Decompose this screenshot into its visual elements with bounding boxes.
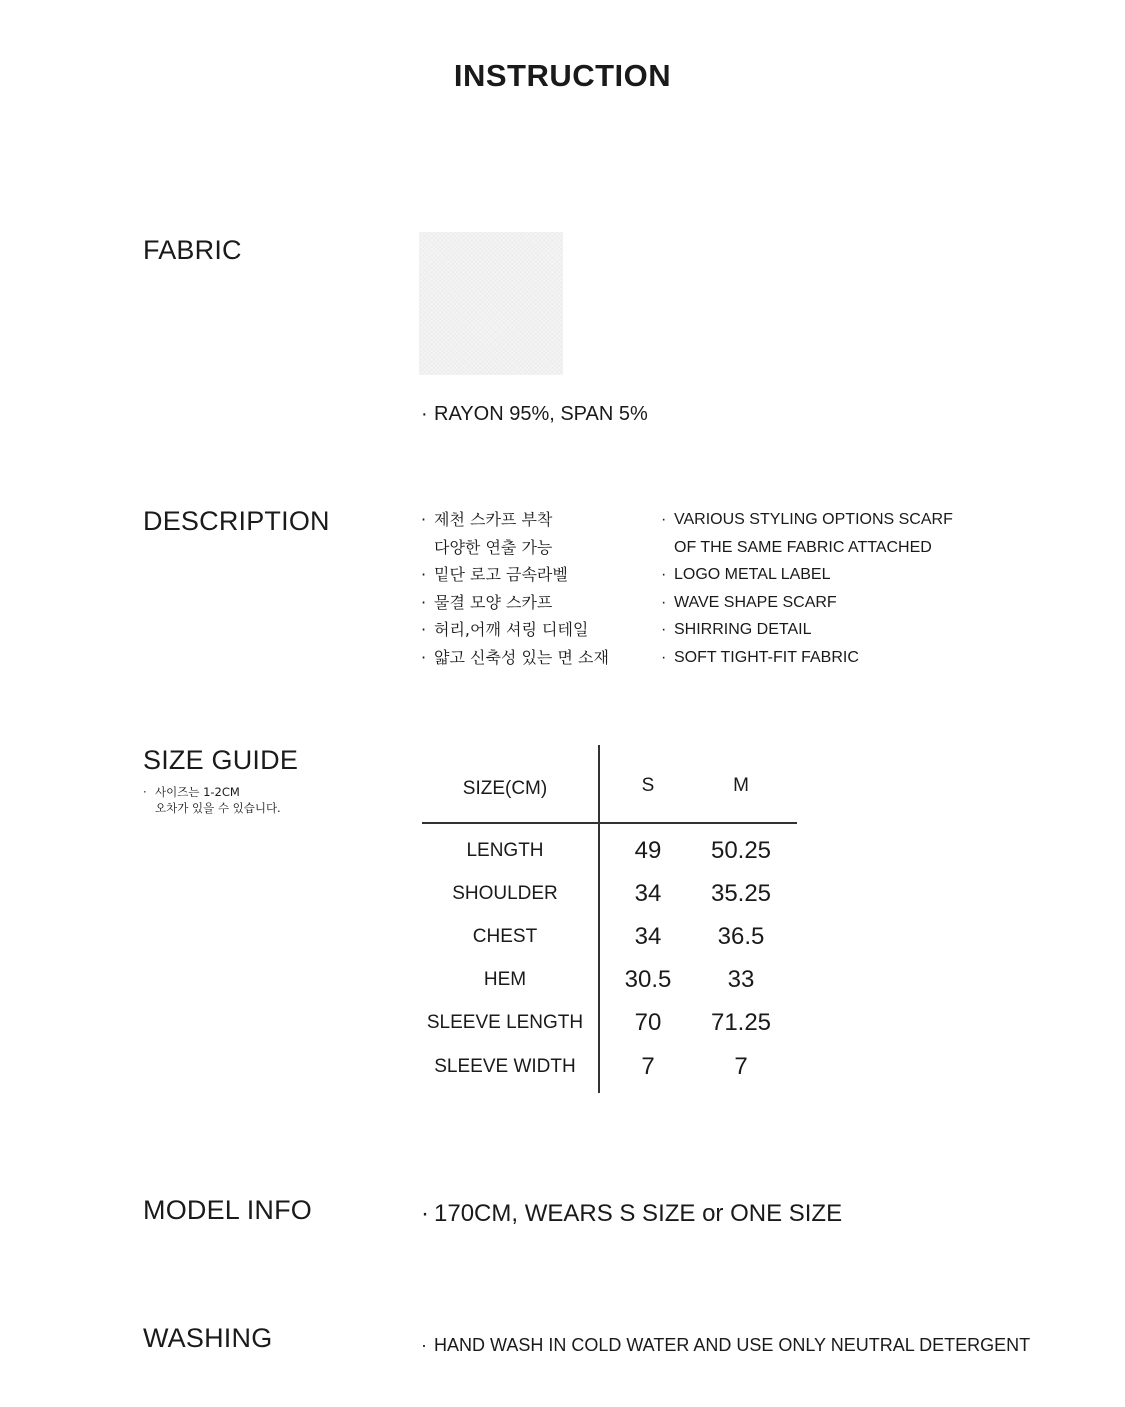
row-label: SHOULDER (452, 883, 558, 904)
row-value-s: 34 (634, 880, 662, 907)
bullet-dot: · (661, 648, 667, 666)
row-label: LENGTH (466, 840, 544, 861)
bullet-dot: · (421, 1200, 429, 1227)
bullet-dot: · (661, 621, 667, 638)
row-value-m: 35.25 (710, 880, 772, 907)
row-value-s: 70 (634, 1009, 662, 1036)
list-item: · 제천 스카프 부착 (421, 506, 609, 534)
fabric-label: FABRIC (143, 235, 242, 265)
size-table-header-s: S (641, 775, 655, 796)
list-item: · LOGO METAL LABEL (661, 561, 953, 589)
fabric-swatch-image (419, 232, 563, 375)
model-info-text: · 170CM, WEARS S SIZE or ONE SIZE (421, 1200, 843, 1227)
list-item: · SOFT TIGHT-FIT FABRIC (661, 644, 953, 672)
list-item: · 물결 모양 스카프 (421, 589, 609, 617)
row-value-m: 7 (734, 1053, 748, 1080)
model-info-label: MODEL INFO (143, 1195, 313, 1225)
washing-text: · HAND WASH IN COLD WATER AND USE ONLY NEUTRAL DETERGENT (421, 1335, 1031, 1355)
row-label: SLEEVE WIDTH (434, 1056, 576, 1077)
bullet-dot: · (421, 510, 427, 529)
bullet-dot: · (421, 620, 427, 639)
list-item: · WAVE SHAPE SCARF (661, 589, 953, 617)
size-guide-label: SIZE GUIDE (143, 745, 299, 775)
size-table-header-m: M (733, 775, 749, 796)
row-value-m: 71.25 (710, 1009, 772, 1036)
bullet-dot: · (661, 566, 667, 583)
row-label: CHEST (472, 926, 538, 947)
description-english-list (661, 506, 953, 671)
row-value-s: 49 (634, 837, 662, 864)
size-table-vertical-divider (598, 745, 600, 1093)
list-item: · SHIRRING DETAIL (661, 616, 953, 644)
description-korean-list (421, 506, 609, 671)
bullet-dot: · (661, 511, 667, 528)
row-value-s: 7 (641, 1053, 655, 1080)
description-label: DESCRIPTION (143, 506, 330, 536)
bullet-dot: · (421, 647, 427, 667)
bullet-dot: · (143, 785, 147, 799)
row-label: SLEEVE LENGTH (426, 1012, 584, 1033)
list-item: · 밑단 로고 금속라벨 (421, 561, 609, 589)
bullet-dot: · (421, 592, 427, 612)
list-item: 다양한 연출 가능 (434, 537, 553, 557)
bullet-dot: · (661, 593, 667, 611)
row-value-m: 36.5 (717, 923, 765, 950)
bullet-dot: · (421, 1335, 427, 1355)
row-label: HEM (483, 969, 527, 990)
row-value-s: 30.5 (624, 966, 672, 993)
bullet-dot: · (421, 565, 427, 584)
row-value-s: 34 (634, 923, 662, 950)
row-value-m: 33 (727, 966, 755, 993)
list-item: · VARIOUS STYLING OPTIONS SCARF (661, 506, 953, 534)
fabric-composition (421, 402, 648, 426)
size-table-horizontal-divider (422, 822, 797, 824)
fabric-composition-text: RAYON 95%, SPAN 5% (434, 403, 648, 425)
list-item: · 얇고 신축성 있는 면 소재 (421, 644, 609, 672)
size-guide-note: · 사이즈는 1-2CM 오차가 있을 수 있습니다. (143, 785, 281, 815)
list-item: · 허리,어깨 셔링 디테일 (421, 616, 609, 644)
page-title: INSTRUCTION (453, 58, 672, 93)
washing-label: WASHING (143, 1323, 273, 1353)
list-item: OF THE SAME FABRIC ATTACHED (674, 538, 932, 556)
size-table-header-label: SIZE(CM) (462, 778, 548, 799)
row-value-m: 50.25 (710, 837, 772, 864)
bullet-dot: · (421, 403, 428, 425)
